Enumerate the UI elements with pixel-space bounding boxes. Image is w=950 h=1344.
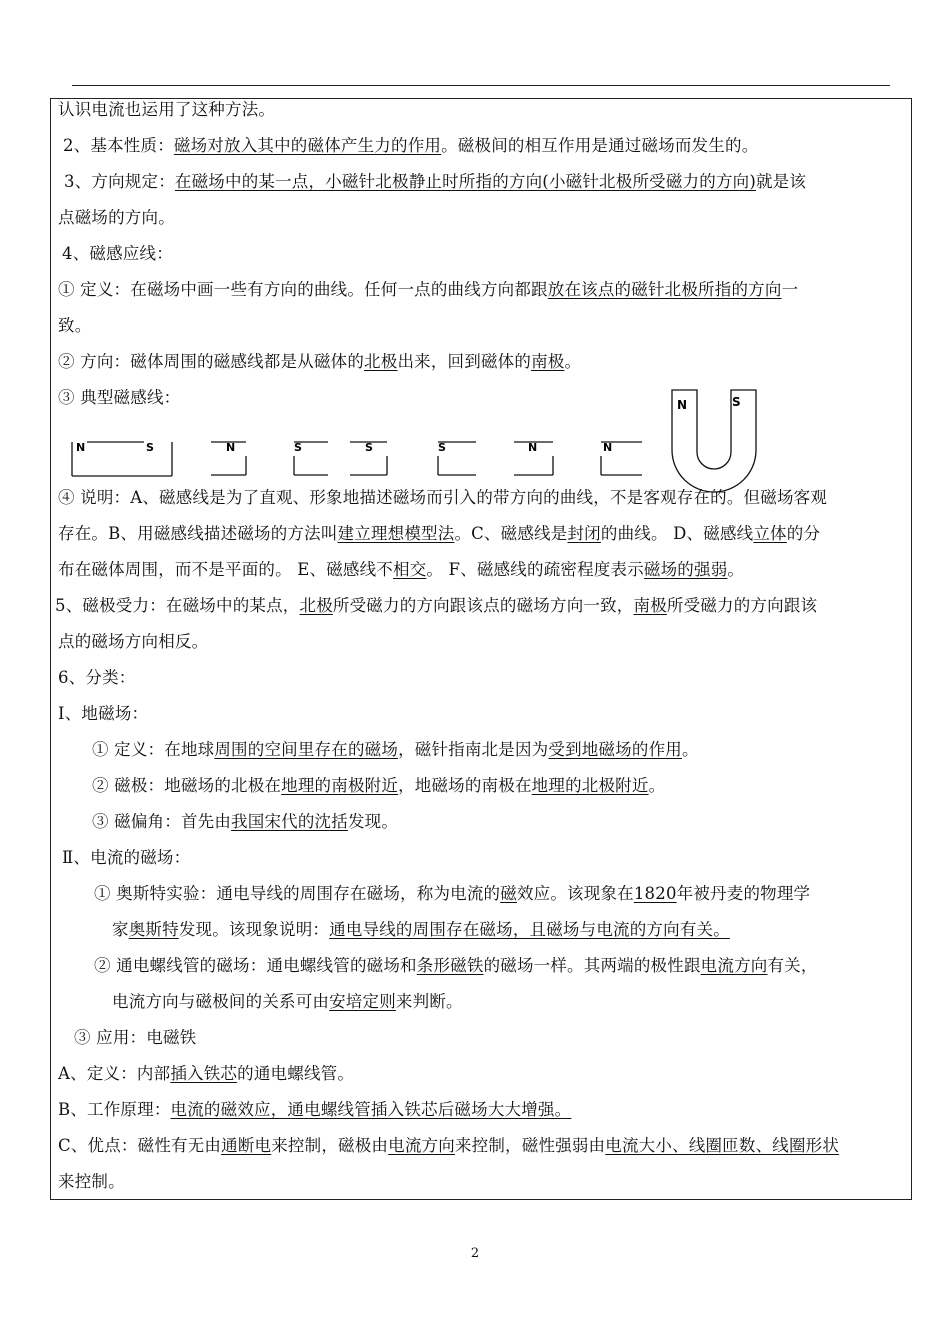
answer-blank: 磁场对放入其中的磁体产生力的作用: [173, 136, 442, 155]
item-geo-definition: ① 定义：在地球周围的空间里存在的磁场，磁针指南北是因为受到地磁场的作用。: [92, 740, 699, 759]
magnet-s-label: S: [294, 441, 302, 454]
magnet-n-label: N: [528, 441, 538, 454]
magnet-s-label: S: [146, 441, 154, 454]
section-geomagnetic: I、地磁场：: [58, 704, 149, 723]
answer-blank: 电流方向: [388, 1136, 455, 1155]
item-pole-force: 5、磁极受力：在磁场中的某点，北极所受磁力的方向跟该点的磁场方向一致，南极所受磁力的方向跟该: [55, 596, 818, 615]
magnet-s-label: S: [365, 441, 373, 454]
answer-blank: 我国宋代的沈括: [231, 812, 348, 831]
text-line: 布在磁体周围，而不是平面的。 E、磁感线不相交。 F、磁感线的疏密程度表示磁场的强弱。: [58, 560, 745, 579]
answer-blank: 南极: [531, 352, 565, 371]
magnet-n-label: N: [76, 441, 86, 454]
text-line: 家奥斯特发现。该现象说明：通电导线的周围存在磁场，且磁场与电流的方向有关。: [112, 920, 730, 939]
answer-blank: 地理的北极附近: [531, 776, 649, 795]
answer-blank: 安培定则: [329, 992, 396, 1011]
text-line: 存在。B、用磁感线描述磁场的方法叫建立理想模型法。C、磁感线是封闭的曲线。 D、磁感线立体的分: [58, 524, 821, 543]
answer-blank: 电流大小、线圈匝数、线圈形状: [605, 1136, 840, 1155]
item-oersted: ① 奥斯特实验：通电导线的周围存在磁场，称为电流的磁效应。该现象在1820年被丹麦的物理学: [94, 884, 811, 903]
item-field-lines: 4、磁感应线：: [62, 244, 173, 263]
magnet-n-label: N: [226, 441, 236, 454]
text-line: 致。: [58, 316, 92, 335]
text-line: 点的磁场方向相反。: [58, 632, 209, 651]
text-line: 来控制。: [58, 1172, 125, 1191]
answer-blank: 周围的空间里存在的磁场: [214, 740, 399, 759]
item-classification: 6、分类：: [58, 668, 136, 687]
answer-blank: 电流的磁效应，通电螺线管插入铁芯后磁场大大增强。: [170, 1100, 572, 1119]
answer-blank: 通断电: [221, 1136, 272, 1155]
page-number: 2: [470, 1246, 480, 1261]
item-electromagnet: ③ 应用：电磁铁: [74, 1028, 197, 1047]
magnet-s-label: S: [732, 395, 741, 409]
magnet-n-label: N: [603, 441, 613, 454]
item-explanation: ④ 说明：A、磁感线是为了直观、形象地描述磁场而引入的带方向的曲线，不是客观存在的。但磁场客观: [58, 488, 828, 507]
item-declination: ③ 磁偏角：首先由我国宋代的沈括发现。: [92, 812, 399, 831]
magnet-n-label: N: [677, 398, 688, 412]
answer-blank: 封闭: [567, 524, 601, 543]
text-line: 点磁场的方向。: [58, 208, 175, 227]
bar-magnet-ns: [72, 442, 172, 476]
section-current-field: Ⅱ、电流的磁场：: [62, 848, 191, 867]
item-definition: ① 定义：在磁场中画一些有方向的曲线。任何一点的曲线方向都跟放在该点的磁针北极所指的方向一: [58, 280, 799, 299]
answer-blank: 通电导线的周围存在磁场，且磁场与电流的方向有关。: [329, 920, 730, 939]
text-line: 认识电流也运用了这种方法。: [58, 100, 276, 119]
answer-blank: 受到地磁场的作用: [548, 740, 682, 759]
item-direction: ② 方向：磁体周围的磁感线都是从磁体的北极出来，回到磁体的南极。: [58, 352, 582, 371]
answer-blank: 立体: [753, 524, 787, 543]
item-geo-poles: ② 磁极：地磁场的北极在地理的南极附近，地磁场的南极在地理的北极附近。: [92, 776, 666, 795]
item-em-principle: B、工作原理：电流的磁效应，通电螺线管插入铁芯后磁场大大增强。: [58, 1100, 572, 1119]
answer-blank: 磁: [500, 884, 517, 903]
answer-blank: 电流方向: [700, 956, 768, 975]
item-em-advantages: C、优点：磁性有无由通断电来控制，磁极由电流方向来控制，磁性强弱由电流大小、线圈匝数、线圈形状: [58, 1136, 840, 1155]
answer-blank: 磁场的强弱: [643, 560, 728, 579]
answer-blank: 1820: [633, 884, 677, 903]
answer-blank: 地理的南极附近: [281, 776, 399, 795]
answer-blank: 北极: [364, 352, 398, 371]
answer-blank: 在磁场中的某一点，小磁针北极静止时所指的方向(小磁针北极所受磁力的方向): [174, 172, 756, 191]
item-em-definition: A、定义：内部插入铁芯的通电螺线管。: [58, 1064, 355, 1083]
answer-blank: 条形磁铁: [416, 956, 484, 975]
item-typical-lines: ③ 典型磁感线：: [58, 388, 181, 407]
item-basic-property: 2、基本性质：磁场对放入其中的磁体产生力的作用。磁极间的相互作用是通过磁场而发生的。: [63, 136, 759, 155]
answer-blank: 相交: [393, 560, 427, 579]
answer-blank: 建立理想模型法: [337, 524, 455, 543]
answer-blank: 奥斯特: [128, 920, 179, 939]
magnet-s-label: S: [438, 441, 446, 454]
answer-blank: 南极: [633, 596, 667, 615]
item-direction-rule: 3、方向规定：在磁场中的某一点，小磁针北极静止时所指的方向(小磁针北极所受磁力的方向)就是该: [64, 172, 807, 191]
item-solenoid: ② 通电螺线管的磁场：通电螺线管的磁场和条形磁铁的磁场一样。其两端的极性跟电流方向有关，: [94, 956, 818, 975]
answer-blank: 放在该点的磁针北极所指的方向: [547, 280, 782, 299]
text-line: 电流方向与磁极间的关系可由安培定则来判断。: [112, 992, 463, 1011]
answer-blank: 北极: [299, 596, 333, 615]
answer-blank: 插入铁芯: [170, 1064, 238, 1083]
